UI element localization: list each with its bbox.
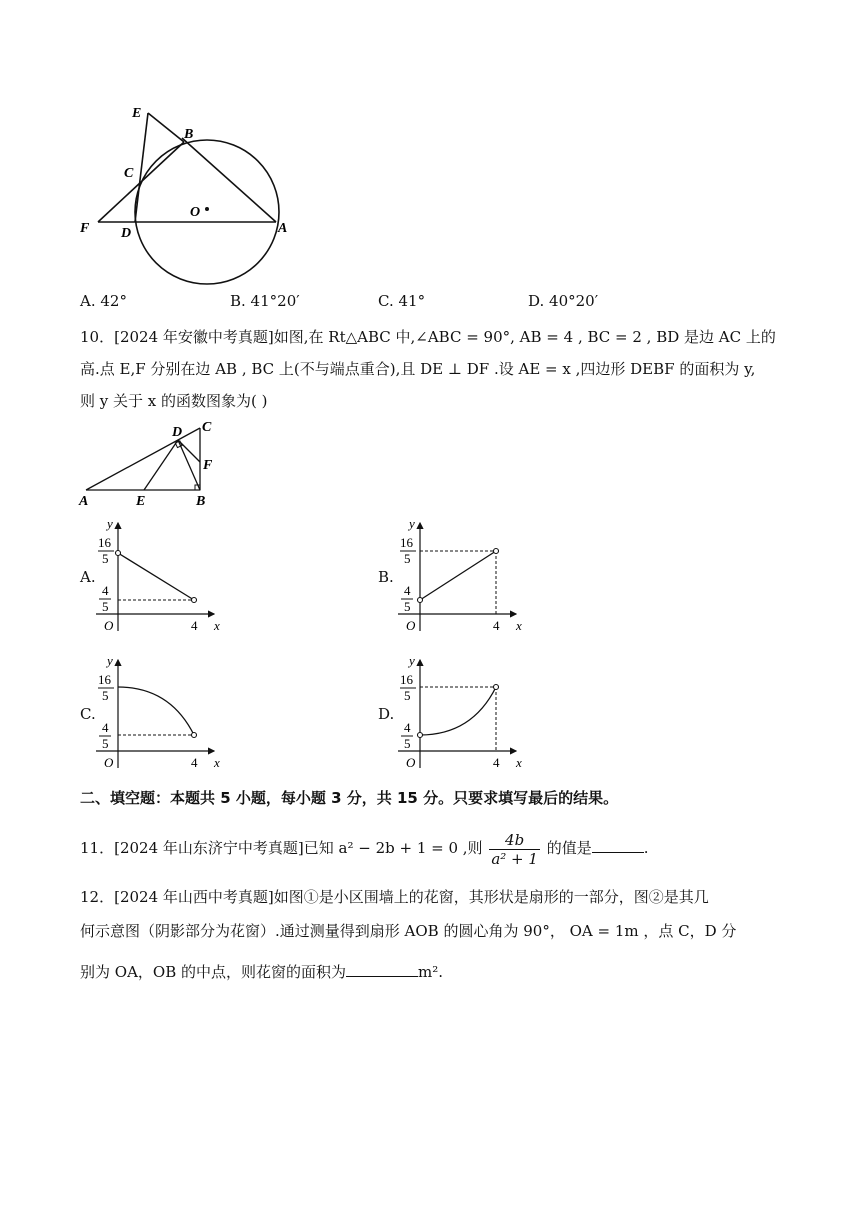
label-d: D — [121, 226, 132, 241]
segment-ac — [86, 428, 200, 490]
circle-o — [135, 140, 279, 284]
y-low-den: 5 — [404, 736, 411, 751]
x-label: x — [516, 755, 522, 770]
q11-line — [80, 828, 649, 868]
open-point — [494, 685, 499, 690]
q9-option-b: B. 41°20′ — [230, 292, 300, 310]
x-label: x — [516, 618, 522, 633]
open-point — [494, 549, 499, 554]
graph-label-b: B. — [378, 568, 394, 586]
origin-label: O — [104, 618, 114, 633]
x-tick-4: 4 — [191, 755, 198, 770]
function-line — [118, 553, 194, 600]
origin-label: O — [406, 755, 416, 770]
q10-line-2: 高.点 E,F 分别在边 AB , BC 上(不与端点重合),且 DE ⊥ DF .设 AE = x ,四边形 DEBF 的面积为 y, — [80, 360, 756, 378]
open-point — [192, 598, 197, 603]
open-point — [418, 733, 423, 738]
graph-b — [392, 513, 542, 635]
function-curve — [118, 687, 194, 735]
q12-line-2: 何示意图（阴影部分为花窗）.通过测量得到扇形 AOB 的圆心角为 90°， OA = 1m ，点 C，D 分 — [80, 922, 737, 940]
x-tick-4: 4 — [191, 618, 198, 633]
segment-eb — [148, 113, 184, 142]
label-o: O — [190, 205, 201, 220]
label-a: A — [278, 221, 288, 236]
q12-line-1: 12．[2024 年山西中考真题]如图①是小区围墙上的花窗，其形状是扇形的一部分，图②是其几 — [80, 888, 709, 906]
y-low-num: 4 — [102, 583, 109, 598]
label-e: E — [136, 494, 146, 509]
x-label: x — [214, 618, 220, 633]
origin-label: O — [406, 618, 416, 633]
y-label: y — [409, 516, 415, 531]
label-f: F — [203, 458, 213, 473]
q10-triangle-figure — [72, 418, 232, 510]
q9-option-a: A. 42° — [80, 292, 127, 310]
q12-line-3-suffix: m². — [418, 963, 444, 981]
q12-line-3 — [80, 962, 443, 982]
label-c: C — [202, 420, 212, 435]
y-high-num: 16 — [98, 672, 111, 687]
q10-line-3: 则 y 关于 x 的函数图象为( ) — [80, 392, 268, 410]
q12-line-3-prefix: 别为 OA，OB 的中点，则花窗的面积为 — [80, 963, 346, 981]
y-high-den: 5 — [404, 688, 411, 703]
y-low-den: 5 — [404, 599, 411, 614]
graph-label-d: D. — [378, 705, 395, 723]
q9-circle-figure — [70, 95, 310, 285]
q11-fraction — [489, 831, 540, 868]
label-f: F — [80, 221, 90, 236]
graph-d — [392, 650, 542, 772]
function-line — [420, 551, 496, 600]
graph-label-c: C. — [80, 705, 96, 723]
y-high-num: 16 — [98, 535, 111, 550]
function-curve — [420, 687, 496, 735]
q9-option-c: C. 41° — [378, 292, 426, 310]
label-a: A — [79, 494, 89, 509]
label-e: E — [132, 106, 142, 121]
y-high-den: 5 — [102, 551, 109, 566]
y-high-den: 5 — [102, 688, 109, 703]
label-b: B — [196, 494, 206, 509]
y-high-den: 5 — [404, 551, 411, 566]
graph-a — [90, 513, 240, 635]
q12-answer-blank[interactable] — [346, 962, 418, 977]
x-label: x — [214, 755, 220, 770]
segment-fb — [98, 142, 184, 222]
q9-option-d: D. 40°20′ — [528, 292, 599, 310]
y-label: y — [107, 653, 113, 668]
section-title: 二、填空题：本题共 5 小题，每小题 3 分，共 15 分。只要求填写最后的结果。 — [80, 789, 619, 807]
origin-label: O — [104, 755, 114, 770]
graph-label-a: A. — [80, 568, 96, 586]
x-tick-4: 4 — [493, 755, 500, 770]
label-c: C — [124, 166, 134, 181]
label-b: B — [184, 127, 194, 142]
open-point — [192, 733, 197, 738]
y-low-num: 4 — [102, 720, 109, 735]
q10-line-1: 10．[2024 年安徽中考真题]如图,在 Rt△ABC 中,∠ABC = 90°, AB = 4 , BC = 2 , BD 是边 AC 上的 — [80, 328, 776, 346]
graph-c — [90, 650, 240, 772]
segment-de — [144, 440, 178, 490]
y-low-num: 4 — [404, 720, 411, 735]
y-low-den: 5 — [102, 599, 109, 614]
segment-ed — [135, 113, 148, 222]
x-tick-4: 4 — [493, 618, 500, 633]
q11-frac-den: a² + 1 — [491, 849, 538, 868]
open-point — [418, 598, 423, 603]
y-label: y — [409, 653, 415, 668]
q11-end: . — [643, 839, 649, 857]
q11-frac-num: 4b — [489, 831, 540, 850]
y-label: y — [107, 516, 113, 531]
y-low-den: 5 — [102, 736, 109, 751]
y-low-num: 4 — [404, 583, 411, 598]
open-point — [116, 551, 121, 556]
segment-bd — [178, 440, 200, 490]
q11-answer-blank[interactable] — [592, 838, 644, 853]
q11-suffix: 的值是 — [546, 839, 592, 857]
center-dot — [205, 207, 209, 211]
y-high-num: 16 — [400, 535, 413, 550]
y-high-num: 16 — [400, 672, 413, 687]
label-d: D — [172, 425, 183, 440]
q11-prefix: 11．[2024 年山东济宁中考真题]已知 a² − 2b + 1 = 0 ,则 — [80, 839, 483, 857]
